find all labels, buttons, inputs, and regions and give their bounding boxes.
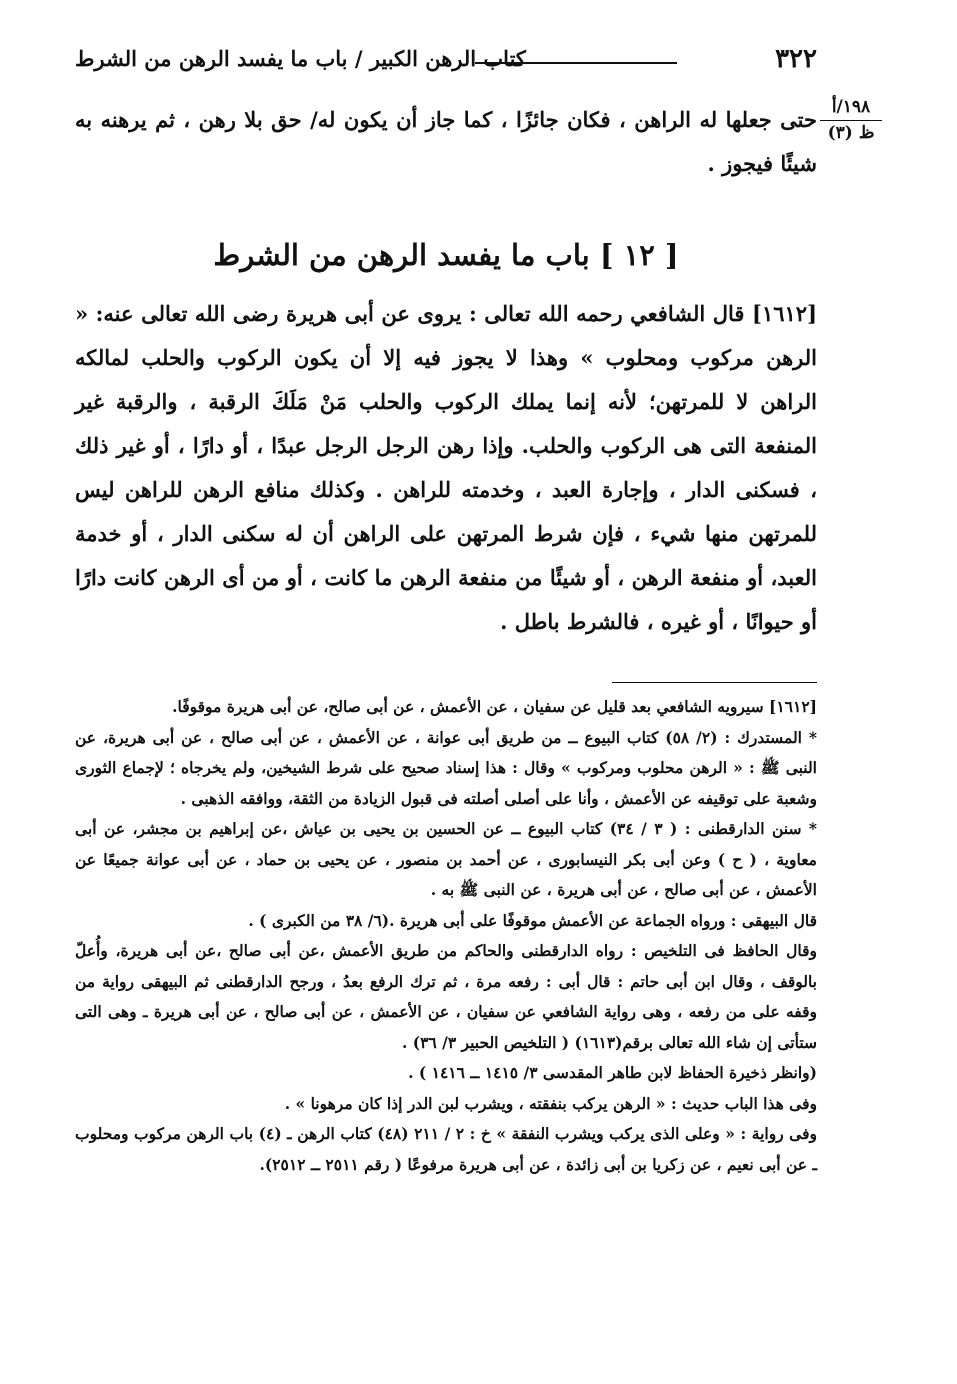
page-number: ٣٢٢ (775, 44, 817, 74)
paragraph-number: [١٦١٢] (752, 301, 818, 326)
footnote-entry: وفى رواية : « وعلى الذى يركب ويشرب النفقة » خ : ٢ / ٢١١ (٤٨) كتاب الرهن ـ (٤) باب الرهن مركوب ومحلوب ـ عن أبى نعيم ، عن زكريا بن أبى زائدة ، عن أبى هريرة مرفوعًا ( رقم ٢٥١١ ــ ٢٥١٢). (75, 1124, 817, 1174)
footnote-entry: وقال الحافظ فى التلخيص : رواه الدارقطنى والحاكم من طريق الأعمش ،عن أبى صالح ،عن أبى هريرة، وأُعلّ بالوقف ، وقال ابن أبى حاتم : قال أبى : رفعه مرة ، ثم ترك الرفع بعدُ ، ورجح الدارقطنى ثم البيهقى رواية من وقفه على من رفعه ، وهى رواية الشافعي عن سفيان ، عن الأعمش ، عن أبى صالح ، عن أبى هريرة ـ وهى التى ستأتى إن شاء الله تعالى برقم(١٦١٣) ( التلخيص الحبير ٣/ ٣٦) . (75, 941, 817, 1052)
section-title: [ ١٢ ] باب ما يفسد الرهن من الشرط (213, 238, 679, 272)
footnote-entry: * سنن الدارقطنى : ( ٣ / ٣٤) كتاب البيوع ــ عن الحسين بن يحيى بن عياش ،عن إبراهيم بن مجشر، عن أبى معاوية ، ( ح ) وعن أبى بكر النيسابورى ، عن أحمد بن منصور ، عن يحيى بن حماد ، عن أبى عوانة جميعًا عن الأعمش ، عن أبى صالح ، عن أبى هريرة ، عن النبى ﷺ به . (75, 819, 817, 899)
paragraph-text: رحمه الله تعالى : يروى عن أبى هريرة رضى الله تعالى عنه: « الرهن مركوب ومحلوب » وهذا لا يجوز فيه إلا أن يكون الركوب والحلب لمالكه الراهن لا للمرتهن؛ لأنه إنما يملك الركوب والحلب مَنْ مَلَكَ الرقبة ، والرقبة غير المنفعة التى هى الركوب والحلب. وإذا رهن الرجل الرجل عبدًا ، أو دارًا ، أو غير ذلك ، فسكنى الدار ، وإجارة العبد ، وخدمته للراهن . وكذلك منافع الرهن للراهن ليس للمرتهن منها شيء ، فإن شرط المرتهن على الراهن أن له سكنى الدار ، أو خدمة العبد، أو منفعة الرهن ، أو شيئًا من منفعة الرهن ما كانت ، أو من أى الرهن كانت دارًا أو حيوانًا ، أو غيره ، فالشرط باطل . (75, 301, 817, 634)
margin-note-rule (820, 120, 882, 121)
footnote-entry: [١٦١٢] سيرويه الشافعي بعد قليل عن سفيان ، عن الأعمش ، عن أبى صالح، عن أبى هريرة موقوفًا. (172, 697, 817, 716)
paragraph-lead-in: قال الشافعي (630, 301, 745, 326)
footnote-separator (612, 682, 817, 683)
running-title: كتاب الرهن الكبير / باب ما يفسد الرهن من الشرط (75, 46, 526, 71)
footnotes (75, 692, 817, 1180)
page-header (75, 44, 817, 78)
main-paragraph (75, 292, 817, 644)
lead-paragraph: حتى جعلها له الراهن ، فكان جائزًا ، كما جاز أن يكون له/ حق بلا رهن ، ثم يرهنه به شيئًا فيجوز . (75, 107, 817, 176)
margin-note (820, 98, 882, 143)
manuscript-reference: ظ (٣) (827, 122, 875, 143)
folio-reference: ١٩٨/أ (831, 97, 871, 117)
footnote-entry: (وانظر ذخيرة الحفاظ لابن طاهر المقدسى ٣/ ١٤١٥ ــ ١٤١٦ ) . (408, 1063, 817, 1082)
footnote-entry: * المستدرك : (٢/ ٥٨) كتاب البيوع ــ من طريق أبى عوانة ، عن الأعمش ، عن أبى صالح ، عن أبى هريرة، عن النبى ﷺ : « الرهن محلوب ومركوب » وقال : هذا إسناد صحيح على شرط الشيخين، ولم يخرجاه ؛ لإجماع الثورى وشعبة على توقيفه عن الأعمش ، وأنا على أصلى أصلته فى قبول الزيادة من الثقة، ووافقه الذهبى . (75, 727, 818, 808)
footnote-entry: وفى هذا الباب حديث : « الرهن يركب بنفقته ، ويشرب لبن الدر إذا كان مرهونا » . (284, 1093, 817, 1113)
footnote-entry: قال البيهقى : ورواه الجماعة عن الأعمش موقوفًا على أبى هريرة .(٦/ ٣٨ من الكبرى ) . (248, 910, 817, 930)
